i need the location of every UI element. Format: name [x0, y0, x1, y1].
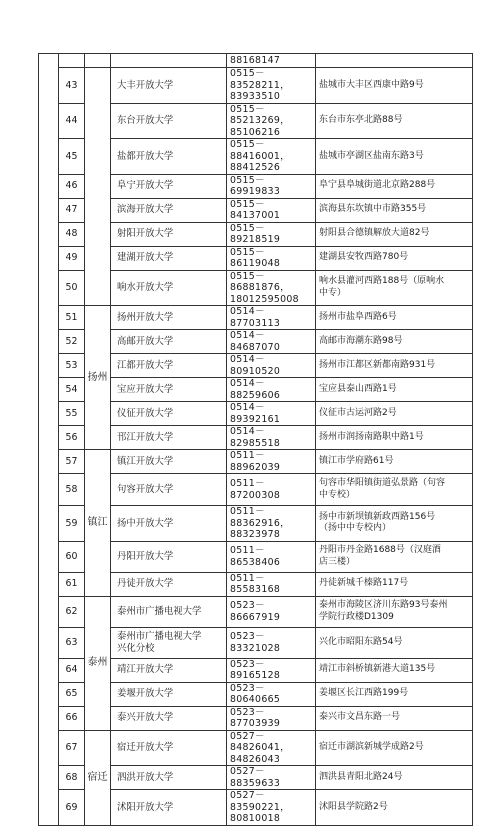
phone-cell: 0515－86119048	[227, 246, 316, 270]
phone-cell: 0523－87703939	[227, 706, 316, 730]
address-cell: 扬中市新坝镇新政西路156号 （扬中中专校内）	[316, 506, 473, 542]
school-name-cell: 丹阳开放大学	[111, 541, 227, 572]
row-number-cell: 45	[59, 139, 85, 175]
left-margin-cell	[39, 54, 59, 826]
phone-cell: 0523－86667919	[227, 596, 316, 627]
table-row	[39, 450, 473, 474]
phone-cell: 0514－80910520	[227, 354, 316, 378]
phone-cell: 0527－83590221， 80810018	[227, 790, 316, 826]
address-cell: 靖江市斜桥镇新港大道135号	[316, 658, 473, 682]
address-cell: 句容市华阳镇街道弘景路（句容 中专校）	[316, 474, 473, 506]
row-number-cell: 65	[59, 682, 85, 706]
phone-cell: 0527－88359633	[227, 766, 316, 790]
school-name-cell: 丹徒开放大学	[111, 572, 227, 596]
row-number-cell: 55	[59, 402, 85, 426]
address-cell: 姜堰区长江西路199号	[316, 682, 473, 706]
school-name-cell: 泰州市广播电视大学	[111, 596, 227, 627]
address-cell: 东台市东亭北路88号	[316, 103, 473, 139]
row-number-cell: 52	[59, 330, 85, 354]
row-number-cell: 68	[59, 766, 85, 790]
school-name-cell: 滨海开放大学	[111, 198, 227, 222]
phone-cell: 0515－86881876， 18012595008	[227, 270, 316, 306]
row-number-cell: 69	[59, 790, 85, 826]
address-cell: 沭阳县学院路2号	[316, 790, 473, 826]
school-name-cell	[111, 54, 227, 68]
address-cell: 盐城市亭湖区盐南东路3号	[316, 139, 473, 175]
city-cell: 泰州	[85, 596, 111, 730]
table-row	[39, 68, 473, 104]
row-number-cell: 63	[59, 627, 85, 658]
school-name-cell: 靖江开放大学	[111, 658, 227, 682]
school-name-cell: 东台开放大学	[111, 103, 227, 139]
phone-cell: 0514－87703113	[227, 306, 316, 330]
address-cell: 阜宁县阜城街道北京路288号	[316, 174, 473, 198]
school-name-cell: 泰兴开放大学	[111, 706, 227, 730]
address-cell: 建湖县安牧西路780号	[316, 246, 473, 270]
phone-cell: 0511－85583168	[227, 572, 316, 596]
school-name-cell: 邗江开放大学	[111, 426, 227, 450]
address-cell: 泰州市海陵区济川东路93号泰州 学院行政楼D1309	[316, 596, 473, 627]
phone-cell: 0515－88416001， 88412526	[227, 139, 316, 175]
school-name-cell: 沭阳开放大学	[111, 790, 227, 826]
city-cell: 镇江	[85, 450, 111, 597]
row-number-cell: 44	[59, 103, 85, 139]
address-cell: 泗洪县青阳北路24号	[316, 766, 473, 790]
phone-cell: 0514－82985518	[227, 426, 316, 450]
school-name-cell: 响水开放大学	[111, 270, 227, 306]
address-cell: 高邮市海潮东路98号	[316, 330, 473, 354]
phone-cell: 0523－89165128	[227, 658, 316, 682]
phone-cell: 0514－89392161	[227, 402, 316, 426]
row-number-cell: 57	[59, 450, 85, 474]
address-cell: 兴化市昭阳东路54号	[316, 627, 473, 658]
school-name-cell: 宿迁开放大学	[111, 730, 227, 766]
row-number-cell: 43	[59, 68, 85, 104]
address-cell: 宝应县泰山西路1号	[316, 378, 473, 402]
school-name-cell: 射阳开放大学	[111, 222, 227, 246]
phone-cell: 0515－85213269， 85106216	[227, 103, 316, 139]
row-number-cell: 51	[59, 306, 85, 330]
school-name-cell: 姜堰开放大学	[111, 682, 227, 706]
address-cell: 响水县灌河西路188号（原响水 中专）	[316, 270, 473, 306]
table-row	[39, 730, 473, 766]
address-cell: 丹徒新城千榛路117号	[316, 572, 473, 596]
school-name-cell: 宝应开放大学	[111, 378, 227, 402]
school-name-cell: 句容开放大学	[111, 474, 227, 506]
phone-cell: 0523－83321028	[227, 627, 316, 658]
row-number-cell: 66	[59, 706, 85, 730]
school-contact-table	[38, 53, 473, 826]
school-name-cell: 盐都开放大学	[111, 139, 227, 175]
city-cell	[85, 54, 111, 68]
row-number-cell: 62	[59, 596, 85, 627]
address-cell: 滨海县东坎镇中市路355号	[316, 198, 473, 222]
phone-cell: 88168147	[227, 54, 316, 68]
row-number-cell: 53	[59, 354, 85, 378]
school-name-cell: 大丰开放大学	[111, 68, 227, 104]
phone-cell: 0511－87200308	[227, 474, 316, 506]
row-number-cell: 50	[59, 270, 85, 306]
phone-cell: 0515－89218519	[227, 222, 316, 246]
table-body	[39, 54, 473, 826]
address-cell: 扬州市盐阜西路6号	[316, 306, 473, 330]
row-number-cell: 54	[59, 378, 85, 402]
phone-cell: 0523－80640665	[227, 682, 316, 706]
school-name-cell: 高邮开放大学	[111, 330, 227, 354]
table-row	[39, 596, 473, 627]
row-number-cell: 67	[59, 730, 85, 766]
school-name-cell: 江都开放大学	[111, 354, 227, 378]
table-row	[39, 306, 473, 330]
school-name-cell: 泗洪开放大学	[111, 766, 227, 790]
phone-cell: 0515－84137001	[227, 198, 316, 222]
phone-cell: 0511－88362916， 88323978	[227, 506, 316, 542]
city-cell	[85, 68, 111, 306]
phone-cell: 0514－84687070	[227, 330, 316, 354]
row-number-cell: 48	[59, 222, 85, 246]
address-cell: 泰兴市文昌东路一号	[316, 706, 473, 730]
city-cell: 扬州	[85, 306, 111, 450]
phone-cell: 0511－86538406	[227, 541, 316, 572]
school-name-cell: 建湖开放大学	[111, 246, 227, 270]
row-number-cell: 47	[59, 198, 85, 222]
address-cell: 射阳县合德镇解放大道82号	[316, 222, 473, 246]
address-cell: 丹阳市丹金路1688号（汉庭酒 店三楼）	[316, 541, 473, 572]
address-cell: 宿迁市湖滨新城学成路2号	[316, 730, 473, 766]
school-name-cell: 泰州市广播电视大学 兴化分校	[111, 627, 227, 658]
row-number-cell: 49	[59, 246, 85, 270]
address-cell: 扬州市润扬南路职中路1号	[316, 426, 473, 450]
school-name-cell: 扬州开放大学	[111, 306, 227, 330]
school-name-cell: 阜宁开放大学	[111, 174, 227, 198]
row-number-cell: 60	[59, 541, 85, 572]
row-number-cell: 46	[59, 174, 85, 198]
table-row	[39, 54, 473, 68]
row-number-cell: 59	[59, 506, 85, 542]
row-number-cell: 61	[59, 572, 85, 596]
phone-cell: 0527－84826041， 84826043	[227, 730, 316, 766]
row-number-cell: 58	[59, 474, 85, 506]
phone-cell: 0515－69919833	[227, 174, 316, 198]
address-cell: 盐城市大丰区西康中路9号	[316, 68, 473, 104]
row-number-cell	[59, 54, 85, 68]
phone-cell: 0515－83528211， 83933510	[227, 68, 316, 104]
address-cell: 扬州市江都区新都南路931号	[316, 354, 473, 378]
phone-cell: 0511－88962039	[227, 450, 316, 474]
address-cell: 镇江市学府路61号	[316, 450, 473, 474]
phone-cell: 0514－88259606	[227, 378, 316, 402]
school-name-cell: 扬中开放大学	[111, 506, 227, 542]
row-number-cell: 56	[59, 426, 85, 450]
school-name-cell: 镇江开放大学	[111, 450, 227, 474]
row-number-cell: 64	[59, 658, 85, 682]
address-cell	[316, 54, 473, 68]
city-cell: 宿迁	[85, 730, 111, 825]
address-cell: 仪征市古运河路2号	[316, 402, 473, 426]
school-name-cell: 仪征开放大学	[111, 402, 227, 426]
